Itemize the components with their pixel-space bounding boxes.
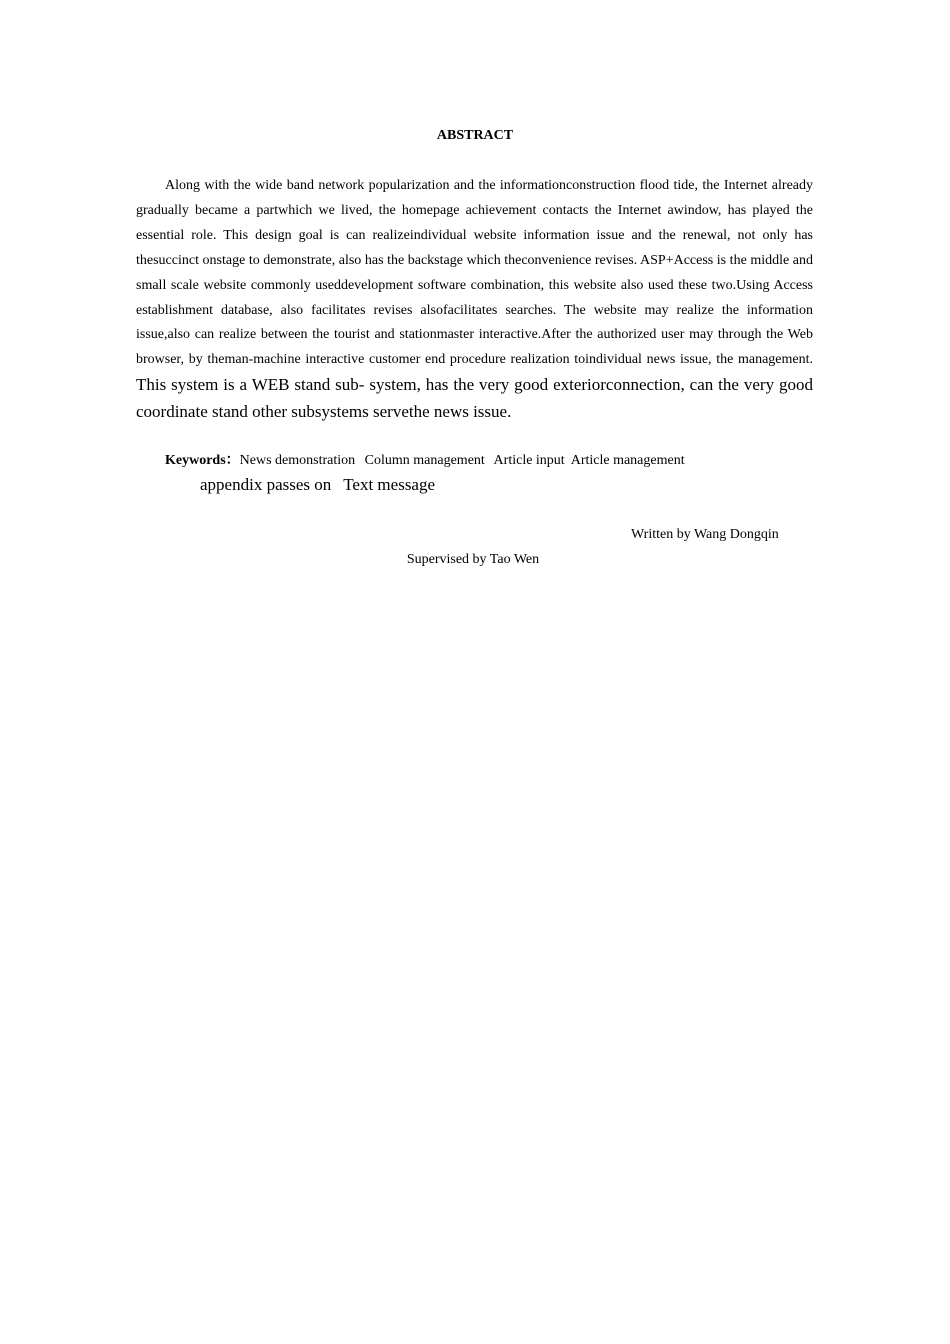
keyword-item: Article input (493, 453, 565, 468)
author-line: Written by Wang Dongqin (631, 527, 779, 542)
keyword-item: News demonstration (239, 453, 356, 468)
abstract-body-main: Along with the wide band network popularization and the informationconstruction flood tide, the Internet already gradually became a partwhich we lived, the homepage achievement contacts the Internet awindow, has played the essential role. This design goal is can realizeindividual website information issue and the renewal, not only has thesuccinct onstage to demonstrate, also has the backstage which theconvenience revises. ASP+Access is the middle and small scale website commonly useddevelopment software combination, this website also used these two.Using Access establishment database, also facilitates revises alsofacilitates searches. The website may realize the information issue,also can realize between the tourist and stationmaster interactive.After the authorized user may through the Web browser, by theman-machine interactive customer end procedure realization toindividual news issue, the management. (136, 178, 813, 368)
keywords-label: Keywords： (165, 453, 240, 468)
keyword-item: Text message (343, 475, 436, 494)
abstract-body (136, 174, 813, 427)
keyword-item: Article management (570, 453, 685, 468)
abstract-body-tail: This system is a WEB stand sub- system, has the very good exteriorconnection, can the very good coordinate stand other subsystems servethe news issue. (136, 375, 813, 422)
keywords-line-1 (165, 449, 813, 473)
abstract-title: ABSTRACT (436, 128, 514, 143)
keywords-line-2 (200, 473, 443, 497)
keyword-item: Column management (364, 453, 485, 468)
keyword-item: appendix passes on (200, 475, 332, 494)
supervisor-line: Supervised by Tao Wen (406, 552, 540, 567)
